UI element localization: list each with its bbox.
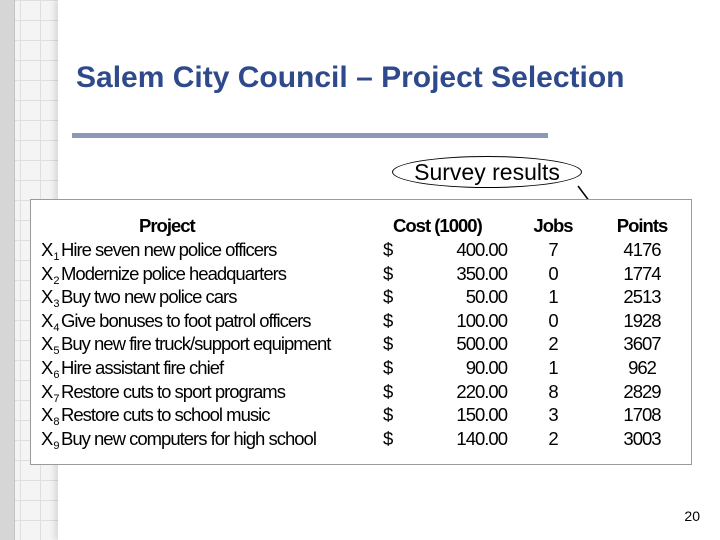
table-row [31,356,691,380]
cost-currency: $ [383,239,393,260]
slide-title: Salem City Council – Project Selection [76,61,625,94]
decision-variable: $X_4$ [41,309,60,334]
jobs-value: 7 [548,239,558,260]
slide-left-band [0,0,15,540]
decision-variable: $X_5$ [41,333,60,358]
cost-currency: $ [383,286,393,308]
points-value: 1928 [623,309,661,331]
cost-currency: $ [383,380,393,402]
cost-value: 350.00 [456,262,507,284]
decision-variable: $X_1$ [41,239,60,263]
cost-currency: $ [383,333,393,355]
project-name: Give bonuses to foot patrol officers [61,309,311,331]
cost-value: 90.00 [465,357,507,378]
cost-value: 500.00 [456,333,507,355]
cost-value: 150.00 [456,404,507,426]
table-header-row [31,214,691,238]
decision-variable: $X_2$ [41,262,60,287]
table-row [31,309,691,333]
cost-value: 220.00 [456,380,507,402]
cost-currency: $ [383,309,393,331]
jobs-value: 1 [548,357,558,378]
project-name: Hire assistant fire chief [61,357,224,378]
cost-value: 50.00 [465,286,507,308]
decision-variable: $X_9$ [41,427,60,452]
header-project: Project [139,215,195,236]
project-name: Restore cuts to school music [61,404,270,426]
project-name: Hire seven new police officers [61,239,277,260]
jobs-value: 2 [548,333,558,355]
jobs-value: 0 [548,309,558,331]
points-value: 1774 [623,262,661,284]
table-row [31,262,691,286]
jobs-value: 1 [548,286,558,308]
project-name: Buy new computers for high school [61,427,316,449]
header-jobs: Jobs [533,215,573,236]
cost-currency: $ [383,262,393,284]
decision-variable: $X_8$ [41,404,60,429]
points-value: 962 [628,357,656,378]
table-row [31,238,691,262]
jobs-value: 8 [548,380,558,402]
survey-table [30,199,692,465]
points-value: 4176 [623,239,661,260]
cost-currency: $ [383,357,393,378]
cost-currency: $ [383,404,393,426]
points-value: 3003 [623,427,661,449]
cost-value: 100.00 [456,309,507,331]
table-row [31,427,691,451]
page-number: 20 [684,508,700,524]
table-row [31,332,691,356]
project-name: Buy two new police cars [61,286,237,308]
decision-variable: $X_3$ [41,286,60,311]
cost-value: 400.00 [456,239,507,260]
decision-variable: $X_7$ [41,380,60,405]
title-underline [72,133,548,138]
header-cost: Cost (1000) [393,215,482,236]
points-value: 3607 [623,333,661,355]
project-name: Modernize police headquarters [61,262,287,284]
decision-variable: $X_6$ [41,357,60,381]
points-value: 2829 [623,380,661,402]
table-row [31,380,691,404]
header-points: Points [616,215,668,236]
project-name: Buy new fire truck/support equipment [61,333,331,355]
jobs-value: 3 [548,404,558,426]
jobs-value: 2 [548,427,558,449]
table-row [31,403,691,427]
jobs-value: 0 [548,262,558,284]
points-value: 2513 [623,286,661,308]
table-row [31,285,691,309]
annotation-label: Survey results [414,159,560,185]
cost-currency: $ [383,427,393,449]
project-name: Restore cuts to sport programs [61,380,285,402]
points-value: 1708 [623,404,661,426]
cost-value: 140.00 [456,427,507,449]
